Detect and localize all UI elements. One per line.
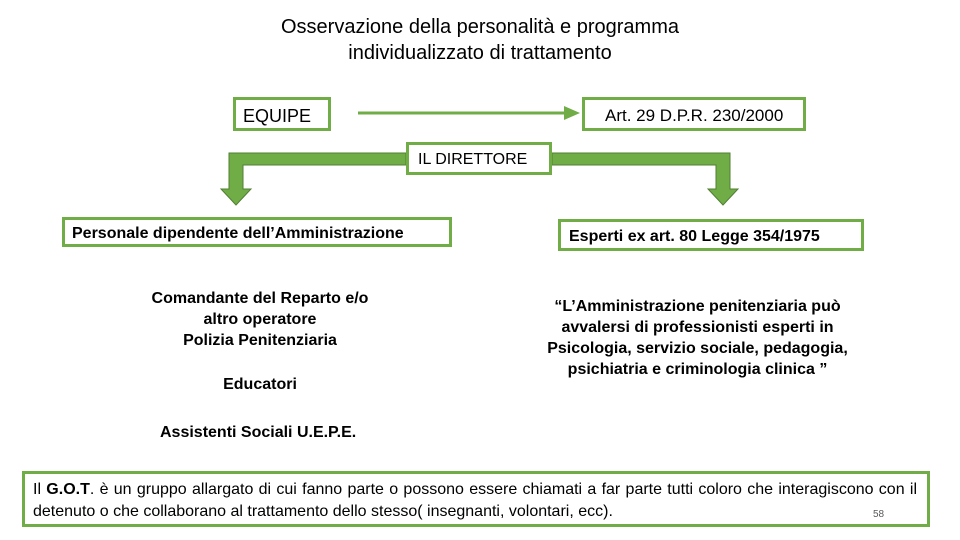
art29-label: Art. 29 D.P.R. 230/2000	[605, 106, 784, 125]
equipe-label: EQUIPE	[243, 106, 312, 126]
right-bent-arrow	[552, 153, 738, 205]
comandante-line-2: altro operatore	[203, 311, 317, 328]
comandante-line-1: Comandante del Reparto e/o	[151, 290, 369, 307]
art29-box	[582, 97, 806, 131]
got-prefix: Il	[33, 481, 47, 498]
quote-line-3: Psicologia, servizio sociale, pedagogia,	[547, 340, 848, 357]
direttore-box	[406, 142, 552, 175]
equipe-to-art29-arrowhead	[564, 106, 580, 120]
comandante-text	[100, 288, 420, 351]
title-line-2: individualizzato di trattamento	[348, 42, 612, 64]
got-description: . è un gruppo allargato di cui fanno parte o possono essere chiamati a far parte tutti coloro che interagiscono con il detenuto o che collaborano al trattamento dello stesso( insegnanti, volontari, ecc).	[33, 481, 917, 520]
assistenti-text: Assistenti Sociali U.E.P.E.	[160, 424, 357, 441]
personale-label: Personale dipendente dell’Amministrazione	[72, 225, 404, 242]
page-number: 58	[873, 509, 885, 520]
direttore-label: IL DIRETTORE	[418, 151, 528, 168]
left-bent-arrow	[221, 153, 406, 205]
got-acronym: G.O.T	[46, 481, 90, 498]
quote-line-4: psichiatria e criminologia clinica ”	[567, 361, 828, 378]
personale-box	[62, 217, 452, 247]
quote-line-1: “L’Amministrazione penitenziaria può	[554, 298, 841, 315]
esperti-box	[558, 219, 864, 251]
quote-line-2: avvalersi di professionisti esperti in	[561, 319, 834, 336]
educatori-text: Educatori	[223, 376, 297, 393]
got-text	[33, 479, 917, 523]
esperti-label: Esperti ex art. 80 Legge 354/1975	[569, 228, 820, 245]
got-box	[22, 471, 930, 527]
equipe-box	[233, 97, 331, 131]
comandante-line-3: Polizia Penitenziaria	[183, 332, 337, 349]
article-quote	[520, 296, 875, 380]
title-line-1: Osservazione della personalità e programma	[281, 16, 679, 38]
